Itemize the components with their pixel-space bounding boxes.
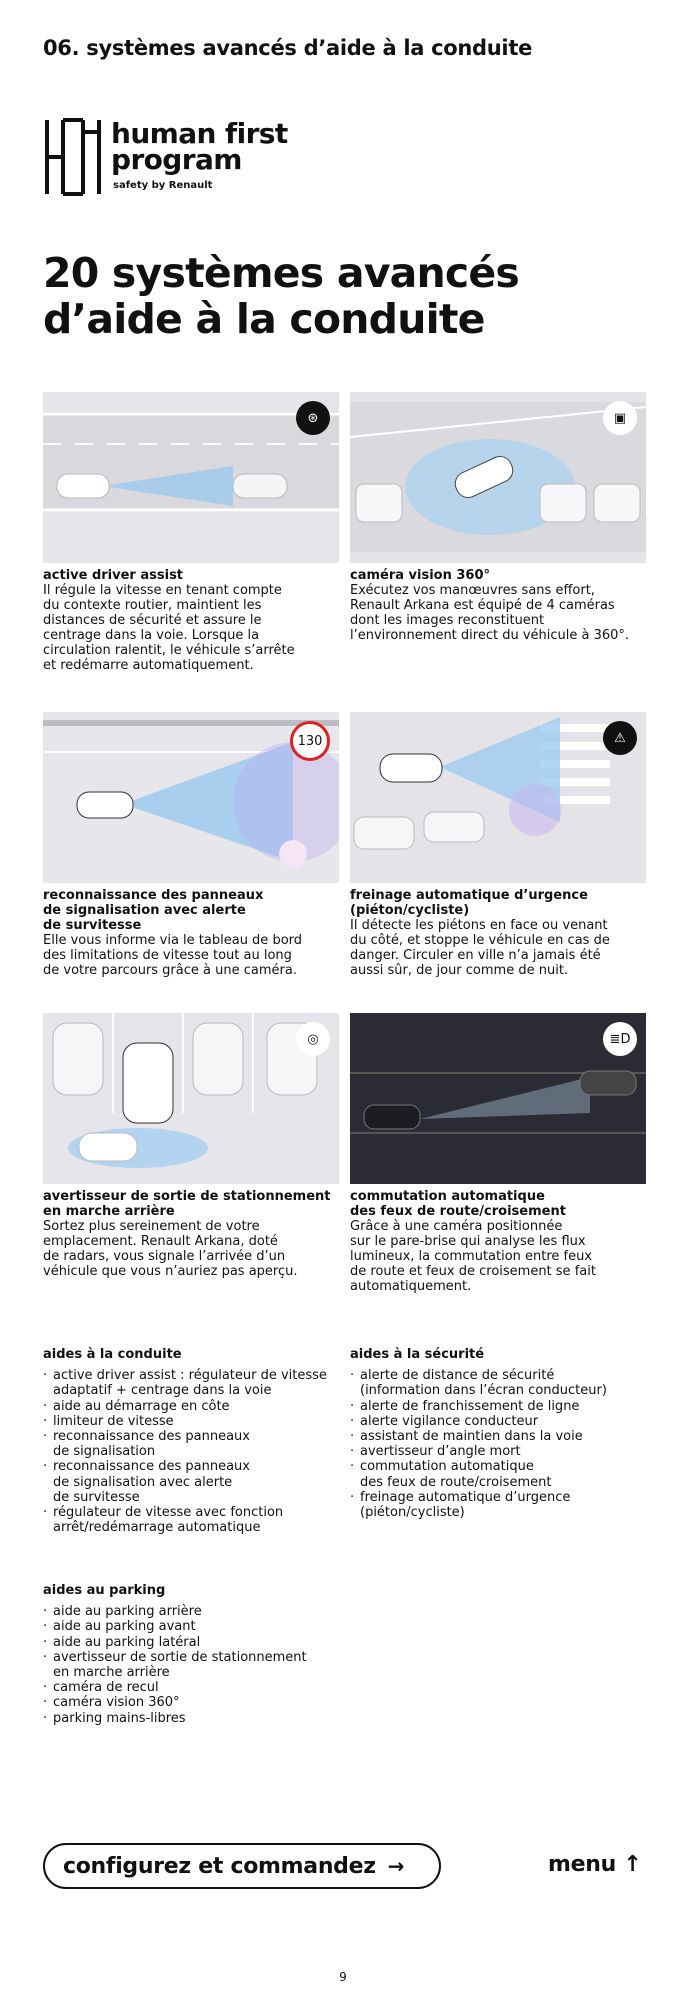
list-title: aides à la conduite: [43, 1347, 182, 1362]
feature-image-active-driver-assist: [43, 392, 339, 563]
feature-title: reconnaissance des panneaux de signalisation avec alerte de survitesse: [43, 888, 264, 933]
feature-description: Il détecte les piétons en face ou venant du côté, et stoppe le véhicule en cas de danger. Circuler en ville n’a jamais été aussi sûr, de jour comme de nuit.: [350, 918, 610, 978]
feature-image-emergency-braking: [350, 712, 646, 883]
logo-line-1: human first: [111, 117, 288, 150]
feature-image-sign-recognition: [43, 712, 339, 883]
list-item: · avertisseur de sortie de stationnement en marche arrière: [43, 1650, 343, 1680]
list-title: aides au parking: [43, 1583, 166, 1598]
list-item: · freinage automatique d’urgence (piéton/cycliste): [350, 1490, 650, 1520]
page-number: 9: [339, 1970, 347, 1984]
list-parking-aids: [43, 1583, 343, 1726]
feature-camera-360: [350, 568, 650, 643]
feature-title: avertisseur de sortie de stationnement en marche arrière: [43, 1189, 331, 1219]
feature-image-auto-high-beam: [350, 1013, 646, 1184]
feature-description: Exécutez vos manœuvres sans effort, Renault Arkana est équipé de 4 caméras dont les images reconstituent l’environnement direct du véhicule à 360°.: [350, 583, 630, 643]
headlight-icon: ≣D: [603, 1022, 637, 1056]
list-item: · commutation automatique des feux de route/croisement: [350, 1459, 650, 1489]
list-item: · aide au parking arrière: [43, 1604, 343, 1619]
headline-line-1: 20 systèmes avancés: [43, 249, 520, 297]
cta-label: configurez et commandez: [63, 1853, 376, 1879]
car-top-icon: ▣: [603, 401, 637, 435]
list-item: · caméra vision 360°: [43, 1695, 343, 1710]
speed-sign-icon: 130: [290, 721, 330, 761]
list-item: · alerte vigilance conducteur: [350, 1414, 650, 1429]
list-item: · aide au démarrage en côte: [43, 1399, 343, 1414]
hf-logo-mark-icon: [43, 118, 103, 196]
pedestrian-icon: ⚠: [603, 721, 637, 755]
feature-auto-high-beam: [350, 1189, 650, 1294]
list-item: · limiteur de vitesse: [43, 1414, 343, 1429]
steering-icon: ⊛: [296, 401, 330, 435]
list-item: · assistant de maintien dans la voie: [350, 1429, 650, 1444]
logo-subtitle: safety by Renault: [113, 180, 213, 191]
list-item: · alerte de distance de sécurité (information dans l’écran conducteur): [350, 1368, 650, 1398]
feature-sign-recognition: [43, 888, 343, 978]
list-item: · avertisseur d’angle mort: [350, 1444, 650, 1459]
list-safety-aids: [350, 1347, 650, 1520]
list-item: · parking mains-libres: [43, 1711, 343, 1726]
feature-image-camera-360: [350, 392, 646, 563]
feature-title: active driver assist: [43, 568, 184, 583]
feature-description: Elle vous informe via le tableau de bord des limitations de vitesse tout au long de votre parcours grâce à une caméra.: [43, 933, 303, 978]
feature-description: Grâce à une caméra positionnée sur le pare-brise qui analyse les flux lumineux, la commutation entre feux de route et feux de croisement se fait automatiquement.: [350, 1219, 596, 1294]
feature-emergency-braking: [350, 888, 650, 978]
feature-rear-cross-traffic: [43, 1189, 343, 1279]
section-title: 06. systèmes avancés d’aide à la conduite: [43, 36, 533, 60]
list-driving-aids: [43, 1347, 343, 1535]
arrow-up-icon: ↑: [623, 1852, 642, 1877]
list-item: · reconnaissance des panneaux de signalisation: [43, 1429, 343, 1459]
list-item: · active driver assist : régulateur de vitesse adaptatif + centrage dans la voie: [43, 1368, 343, 1398]
list-item: · aide au parking latéral: [43, 1635, 343, 1650]
list-item: · reconnaissance des panneaux de signalisation avec alerte de survitesse: [43, 1459, 343, 1505]
feature-active-driver-assist: [43, 568, 343, 673]
list-item: · régulateur de vitesse avec fonction arrêt/redémarrage automatique: [43, 1505, 343, 1535]
menu-label: menu: [548, 1852, 616, 1877]
list-item: · aide au parking avant: [43, 1619, 343, 1634]
feature-title: caméra vision 360°: [350, 568, 491, 583]
headline-line-2: d’aide à la conduite: [43, 295, 485, 343]
list-item: · caméra de recul: [43, 1680, 343, 1695]
human-first-logo: [43, 118, 333, 198]
logo-line-2: program: [111, 143, 242, 176]
menu-link[interactable]: [548, 1852, 641, 1877]
feature-description: Sortez plus sereinement de votre emplacement. Renault Arkana, doté de radars, vous signale l’arrivée d’un véhicule que vous n’auriez pas aperçu.: [43, 1219, 298, 1279]
reverse-icon: ◎: [296, 1022, 330, 1056]
arrow-right-icon: →: [387, 1854, 405, 1878]
list-title: aides à la sécurité: [350, 1347, 485, 1362]
configure-order-button[interactable]: [43, 1843, 441, 1889]
feature-image-rear-cross-traffic: [43, 1013, 339, 1184]
list-item: · alerte de franchissement de ligne: [350, 1399, 650, 1414]
feature-title: commutation automatique des feux de route/croisement: [350, 1189, 566, 1219]
feature-title: freinage automatique d’urgence (piéton/cycliste): [350, 888, 588, 918]
feature-description: Il régule la vitesse en tenant compte du contexte routier, maintient les distances de sécurité et assure le centrage dans la voie. Lorsque la circulation ralentit, le véhicule s’arrête et redémarre automatiquement.: [43, 583, 295, 673]
page-headline: [43, 250, 643, 342]
